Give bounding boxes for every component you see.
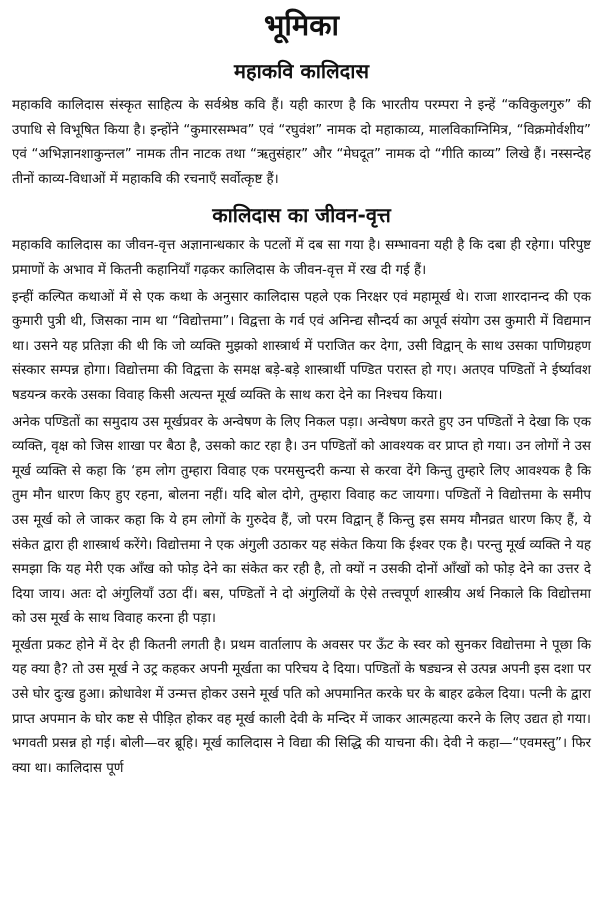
section-heading-mahakavi: महाकवि कालिदास	[234, 59, 369, 83]
page-title: भूमिका	[263, 8, 340, 42]
paragraph-biography-2: इन्हीं कल्पित कथाओं में से एक कथा के अनुसार कालिदास पहले एक निरक्षर एवं महामूर्ख थे। राजा शारदानन्द की एक कुमारी पुत्री थी, जिसका नाम था “विद्योत्तमा”। विद्वत्ता के गर्व एवं अनिन्द्य सौन्दर्य का अपूर्व संयोग उस कुमारी में विद्यमान था। उसने यह प्रतिज्ञा की थी कि जो व्यक्ति मुझको शास्त्रार्थ में पराजित कर देगा, उसी विद्वान् के साथ उसका पाणिग्रहण संस्कार सम्पन्न होगा। विद्योत्तमा की विद्वत्ता के समक्ष बड़े-बड़े शास्त्रार्थी पण्डित परास्त हो गए। अतएव पण्डितों ने ईर्ष्यावश षडयन्त्र करके उसका विवाह किसी अत्यन्त मूर्ख व्यक्ति के साथ करा देने का निश्चय किया।	[12, 289, 591, 403]
paragraph-biography-4: मूर्खता प्रकट होने में देर ही कितनी लगती है। प्रथम वार्तालाप के अवसर पर ऊँट के स्वर को सुनकर विद्योत्तमा ने पूछा कि यह क्या है? तो उस मूर्ख ने उट्र कहकर अपनी मूर्खता का परिचय दे दिया। पण्डितों के षड्यन्त्र से उत्पन्न अपनी इस दशा पर उसे घोर दुःख हुआ। क्रोधावेश में उन्मत्त होकर उसने मूर्ख पति को अपमानित करके घर के बाहर ढकेल दिया। पत्नी के द्वारा प्राप्त अपमान के घोर कष्ट से पीड़ित होकर वह मूर्ख काली देवी के मन्दिर में जाकर आत्महत्या करने के लिए उद्यत हो गया। भगवती प्रसन्न हो गई। बोली—वर ब्रूहि। मूर्ख कालिदास ने विद्या की सिद्धि की याचना की। देवी ने कहा—“एवमस्तु”। फिर क्या था। कालिदास पूर्ण	[12, 637, 591, 776]
paragraph-intro: महाकवि कालिदास संस्कृत साहित्य के सर्वश्रेष्ठ कवि हैं। यही कारण है कि भारतीय परम्परा ने इन्हें “कविकुलगुरु” की उपाधि से विभूषित किया है। इन्होंने “कुमारसम्भव” एवं “रघुवंश” नामक दो महाकाव्य, मालविकाग्निमित्र, “विक्रमोर्वशीय” एवं “अभिज्ञानशाकुन्तल” नामक तीन नाटक तथा “ऋतुसंहार” और “मेघदूत” नामक दो “गीति काव्य” लिखे हैं। नस्सन्देह तीनों काव्य-विधाओं में महाकवि की रचनाएँ सर्वोत्कृष्ट हैं।	[12, 98, 591, 187]
paragraph-biography-1: महाकवि कालिदास का जीवन-वृत्त अज्ञानान्धकार के पटलों में दब सा गया है। सम्भावना यही है कि दबा ही रहेगा। परिपुष्ट प्रमाणों के अभाव में कितनी कहानियाँ गढ़कर कालिदास के जीवन-वृत्त में रख दी गई हैं।	[12, 238, 591, 278]
section-heading-jeevan-vritt: कालिदास का जीवन-वृत्त	[212, 203, 391, 228]
paragraph-biography-3: अनेक पण्डितों का समुदाय उस मूर्खप्रवर के अन्वेषण के लिए निकल पड़ा। अन्वेषण करते हुए उन पण्डितों ने देखा कि एक व्यक्ति, वृक्ष को जिस शाखा पर बैठा है, उसको काट रहा है। उन पण्डितों को आवश्यक वर प्राप्त हो गया। उन लोगों ने उस मूर्ख व्यक्ति से कहा कि ‘हम लोग तुम्हारा विवाह एक परमसुन्दरी कन्या से करवा देंगे किन्तु तुम्हारे लिए आवश्यक है कि तुम मौन धारण किए हुए रहना, बोलना नहीं। यदि बोल दोगे, तुम्हारा विवाह कट जायगा। पण्डितों ने विद्योत्तमा के समीप उस मूर्ख को ले जाकर कहा कि ये हम लोगों के गुरुदेव हैं, जो परम विद्वान् हैं किन्तु इस समय मौनव्रत धारण किए हैं, ये संकेत द्वारा ही शास्त्रार्थ करेंगे। विद्योत्तमा ने एक अंगुली उठाकर यह संकेत किया कि ईश्वर एक है। परन्तु मूर्ख व्यक्ति ने यह समझा कि यह मेरी एक आँख को फोड़ देने का संकेत कर रही है, तो क्यों न उसकी दोनों आँखों को फोड़ देने का उत्तर दे दिया जाय। अतः दो अंगुलियाँ उठा दीं। बस, पण्डितों ने दो अंगुलियों के ऐसे तत्त्वपूर्ण शास्त्रीय अर्थ निकाले कि विद्योत्तमा को उस मूर्ख के साथ विवाह करना ही पड़ा।	[12, 414, 591, 627]
